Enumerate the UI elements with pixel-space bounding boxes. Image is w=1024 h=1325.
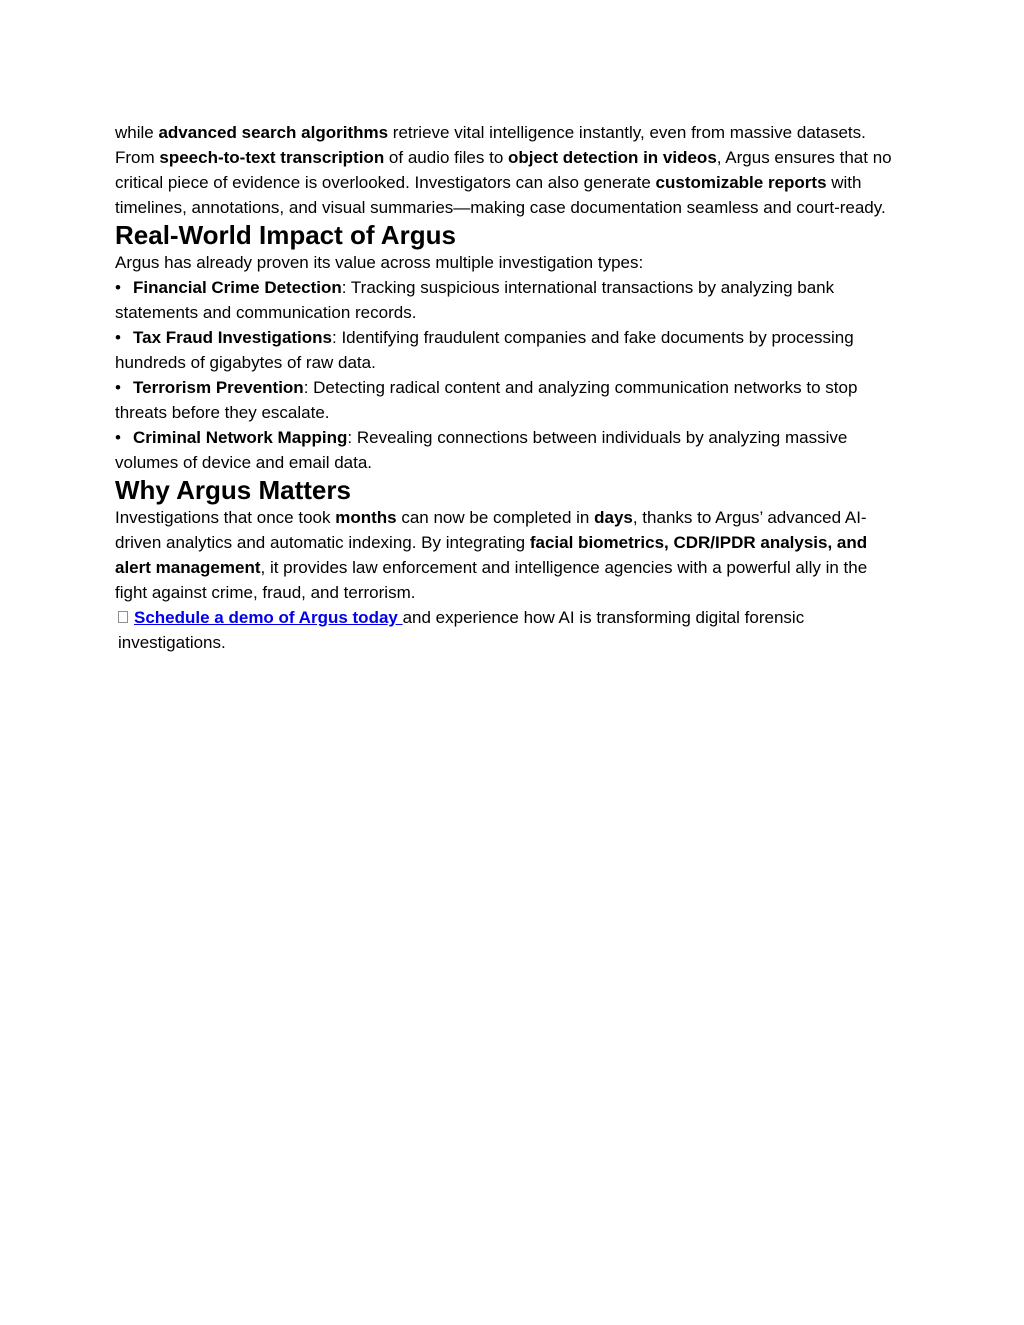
intro-paragraph [115,120,898,145]
document-page [0,0,898,655]
bullet-text: : Revealing connections between individuals by analyzing massive volumes of device and email data. [115,428,848,472]
text-run: , thanks to Argus’ advanced AI-driven analytics and automatic indexing. By integrating [115,508,867,552]
missing-glyph-icon [118,611,128,623]
bullet-item-financial-crime [115,275,898,325]
bullet-icon: • [115,378,121,397]
text-run: From [115,148,160,167]
bold-run: object detection in videos [508,148,717,167]
text-run: , it provides law enforcement and intelligence agencies with a powerful ally in the fight against crime, fraud, and terrorism. [115,558,868,602]
cta-paragraph [115,605,898,655]
text-run: of audio files to [384,148,509,167]
text-run: , Argus ensures that no critical piece of evidence is overlooked. Investigators can also generate [115,148,892,192]
bullet-item-criminal-network [115,425,898,475]
why-heading: Why Argus Matters [115,475,351,505]
bullet-item-tax-fraud [115,325,898,375]
text-run: while [115,123,159,142]
bullet-text: : Identifying fraudulent companies and fake documents by processing hundreds of gigabytes of raw data. [115,328,854,372]
bold-run: advanced search algorithms [158,123,389,142]
impact-heading: Real-World Impact of Argus [115,220,456,250]
bold-run: customizable reports [655,173,827,192]
impact-intro-paragraph: Argus has already proven its value across multiple investigation types: [115,253,644,272]
bullet-item-terrorism [115,375,898,425]
schedule-demo-link[interactable]: Schedule a demo of Argus today [134,608,403,627]
bullet-icon: • [115,428,121,447]
bullet-text: : Detecting radical content and analyzing communication networks to stop threats before they escalate. [115,378,858,422]
text-run: with timelines, annotations, and visual summaries—making case documentation seamless and court-ready. [115,173,886,217]
bold-run: months [335,508,397,527]
bullet-title: Financial Crime Detection [133,278,342,297]
bullet-icon: • [115,278,121,297]
why-paragraph [115,505,898,605]
bold-run: facial biometrics, CDR/IPDR analysis, and alert management [115,533,868,577]
bullet-text: : Tracking suspicious international transactions by analyzing bank statements and communication records. [115,278,835,322]
text-run: can now be completed in [396,508,595,527]
bold-run: days [594,508,633,527]
text-run: retrieve vital intelligence instantly, even from massive datasets. [388,123,866,142]
bullet-icon: • [115,328,121,347]
bullet-title: Tax Fraud Investigations [133,328,333,347]
bullet-title: Criminal Network Mapping [133,428,348,447]
bold-run: speech-to-text transcription [159,148,385,167]
bullet-title: Terrorism Prevention [133,378,304,397]
features-paragraph [115,145,898,220]
text-run: Investigations that once took [115,508,336,527]
text-run: and experience how AI is transforming digital forensic investigations. [118,608,805,652]
